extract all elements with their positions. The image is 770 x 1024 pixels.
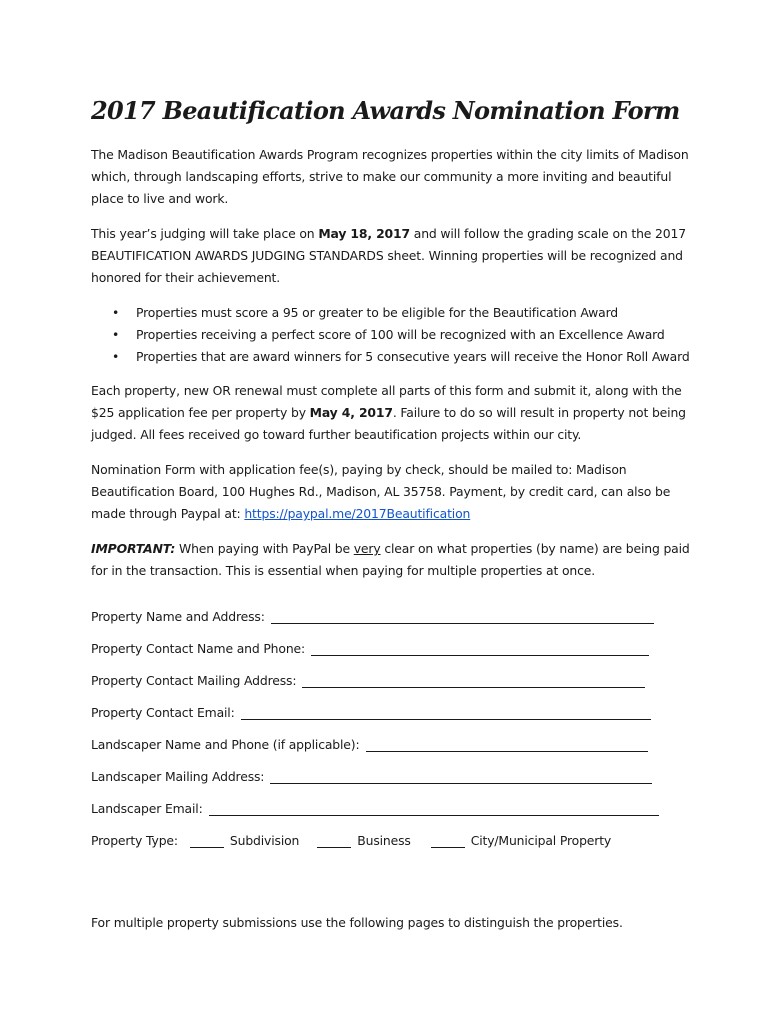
criteria-text: Properties receiving a perfect score of 100 will be recognized with an Excellence Award xyxy=(136,327,665,342)
field-label: Property Contact Mailing Address: xyxy=(91,673,297,688)
criteria-list xyxy=(91,302,691,368)
bullet-icon: • xyxy=(112,327,120,342)
landscaper-name-phone-input[interactable] xyxy=(366,734,648,752)
fee-paragraph xyxy=(91,380,691,446)
criteria-item xyxy=(91,346,691,368)
business-checkbox[interactable] xyxy=(317,830,351,848)
property-name-address-input[interactable] xyxy=(271,606,654,624)
important-paragraph xyxy=(91,538,691,582)
fee-deadline: May 4, 2017 xyxy=(309,405,393,420)
field-label: Property Contact Name and Phone: xyxy=(91,641,306,656)
field-label: Landscaper Name and Phone (if applicable): xyxy=(91,737,360,752)
property-contact-name-phone-input[interactable] xyxy=(311,638,649,656)
field-property-contact-mailing-address xyxy=(91,659,691,691)
criteria-text: Properties must score a 95 or greater to be eligible for the Beautification Award xyxy=(136,305,619,320)
criteria-text: Properties that are award winners for 5 consecutive years will receive the Honor Roll Award xyxy=(136,349,690,364)
mailing-text: Nomination Form with application fee(s), paying by check, should be mailed to: Madison Beautification Board, 100 Hughes Rd., Madison, AL 35758. Payment, by credit card, can also be made through Paypal at: xyxy=(91,462,671,521)
bullet-icon: • xyxy=(112,305,120,320)
fee-text-after: . Failure to do so will result in property not being judged. All fees received go toward further beautification projects within our city. xyxy=(91,405,686,442)
judging-paragraph xyxy=(91,223,691,289)
field-landscaper-email xyxy=(91,787,691,819)
fee-text-before: Each property, new OR renewal must complete all parts of this form and submit it, along with the $25 application fee per property by xyxy=(91,383,682,420)
option-business: Business xyxy=(357,833,411,848)
field-label: Landscaper Email: xyxy=(91,801,203,816)
important-text-after: clear on what properties (by name) are being paid for in the transaction. This is essential when paying for multiple properties at once. xyxy=(91,541,690,578)
field-landscaper-name-phone xyxy=(91,723,691,755)
judging-text-before: This year’s judging will take place on xyxy=(91,226,319,241)
important-emphasis: very xyxy=(353,541,381,556)
property-contact-email-input[interactable] xyxy=(241,702,651,720)
property-type-row xyxy=(91,819,691,851)
judging-text-after: and will follow the grading scale on the 2017 BEAUTIFICATION AWARDS JUDGING STANDARDS sheet. Winning properties will be recognized and honored for their achievement. xyxy=(91,226,686,285)
paypal-link[interactable]: https://paypal.me/2017Beautification xyxy=(244,506,471,521)
field-label: Property Contact Email: xyxy=(91,705,235,720)
multiple-submissions-note: For multiple property submissions use the following pages to distinguish the properties. xyxy=(91,915,623,930)
city-municipal-checkbox[interactable] xyxy=(431,830,465,848)
field-landscaper-mailing-address xyxy=(91,755,691,787)
judging-date: May 18, 2017 xyxy=(318,226,410,241)
criteria-item xyxy=(91,302,691,324)
property-contact-mailing-address-input[interactable] xyxy=(302,670,645,688)
mailing-paragraph xyxy=(91,459,691,525)
nomination-form-page xyxy=(91,94,691,851)
page-title: 2017 Beautification Awards Nomination Form xyxy=(91,96,680,125)
bullet-icon: • xyxy=(112,349,120,364)
landscaper-email-input[interactable] xyxy=(209,798,659,816)
field-property-name-address xyxy=(91,595,691,627)
field-label: Landscaper Mailing Address: xyxy=(91,769,265,784)
field-property-contact-name-phone xyxy=(91,627,691,659)
criteria-item xyxy=(91,324,691,346)
subdivision-checkbox[interactable] xyxy=(190,830,224,848)
property-type-label: Property Type: xyxy=(91,833,178,848)
intro-paragraph: The Madison Beautification Awards Program recognizes properties within the city limits of Madison which, through landscaping efforts, strive to make our community a more inviting and beautiful place to live and work. xyxy=(91,147,689,206)
landscaper-mailing-address-input[interactable] xyxy=(270,766,652,784)
important-text-before: When paying with PayPal be xyxy=(175,541,354,556)
option-city-municipal: City/Municipal Property xyxy=(470,833,612,848)
option-subdivision: Subdivision xyxy=(229,833,300,848)
field-label: Property Name and Address: xyxy=(91,609,265,624)
important-label: IMPORTANT: xyxy=(91,541,176,556)
field-property-contact-email xyxy=(91,691,691,723)
